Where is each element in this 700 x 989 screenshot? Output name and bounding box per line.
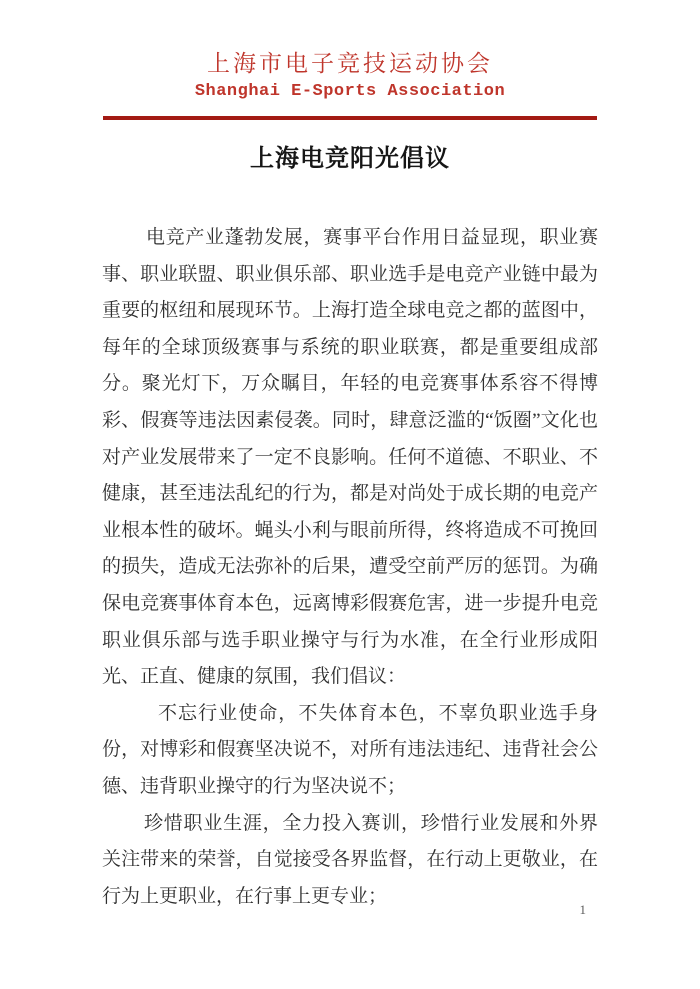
body-paragraph-intro: 电竞产业蓬勃发展，赛事平台作用日益显现，职业赛事、职业联盟、职业俱乐部、职业选手是电竞产业链中最为重要的枢纽和展现环节。上海打造全球电竞之都的蓝图中，每年的全球顶级赛事与系统的职业联赛，都是重要组成部分。聚光灯下，万众瞩目，年轻的电竞赛事体系容不得博彩、假赛等违法因素侵袭。同时，肆意泛滥的“饭圈”文化也对产业发展带来了一定不良影响。任何不道德、不职业、不健康，甚至违法乱纪的行为，都是对尚处于成长期的电竞产业根本性的破坏。蝇头小利与眼前所得，终将造成不可挽回的损失，造成无法弥补的后果，遭受空前严厉的惩罚。为确保电竞赛事体育本色，远离博彩假赛危害，进一步提升电竞职业俱乐部与选手职业操守与行为水准，在全行业形成阳光、正直、健康的氛围，我们倡议：: [102, 227, 598, 688]
org-name-english: Shanghai E-Sports Association: [194, 82, 506, 101]
body-paragraph-pledge-1: 不忘行业使命，不失体育本色，不辜负职业选手身份，对博彩和假赛坚决说不，对所有违法违纪、违背社会公德、违背职业操守的行为坚决说不；: [102, 702, 598, 797]
org-name-chinese: 上海市电子竞技运动协会: [207, 51, 493, 76]
document-title: 上海电竞阳光倡议: [250, 145, 450, 172]
document-body: [102, 220, 598, 915]
page-number: 1: [579, 902, 586, 917]
letterhead: [0, 50, 700, 102]
body-paragraph-pledge-2: 珍惜职业生涯，全力投入赛训，珍惜行业发展和外界关注带来的荣誉，自觉接受各界监督，在行动上更敬业，在行为上更职业，在行事上更专业；: [102, 812, 598, 907]
letterhead-divider: [103, 116, 597, 120]
